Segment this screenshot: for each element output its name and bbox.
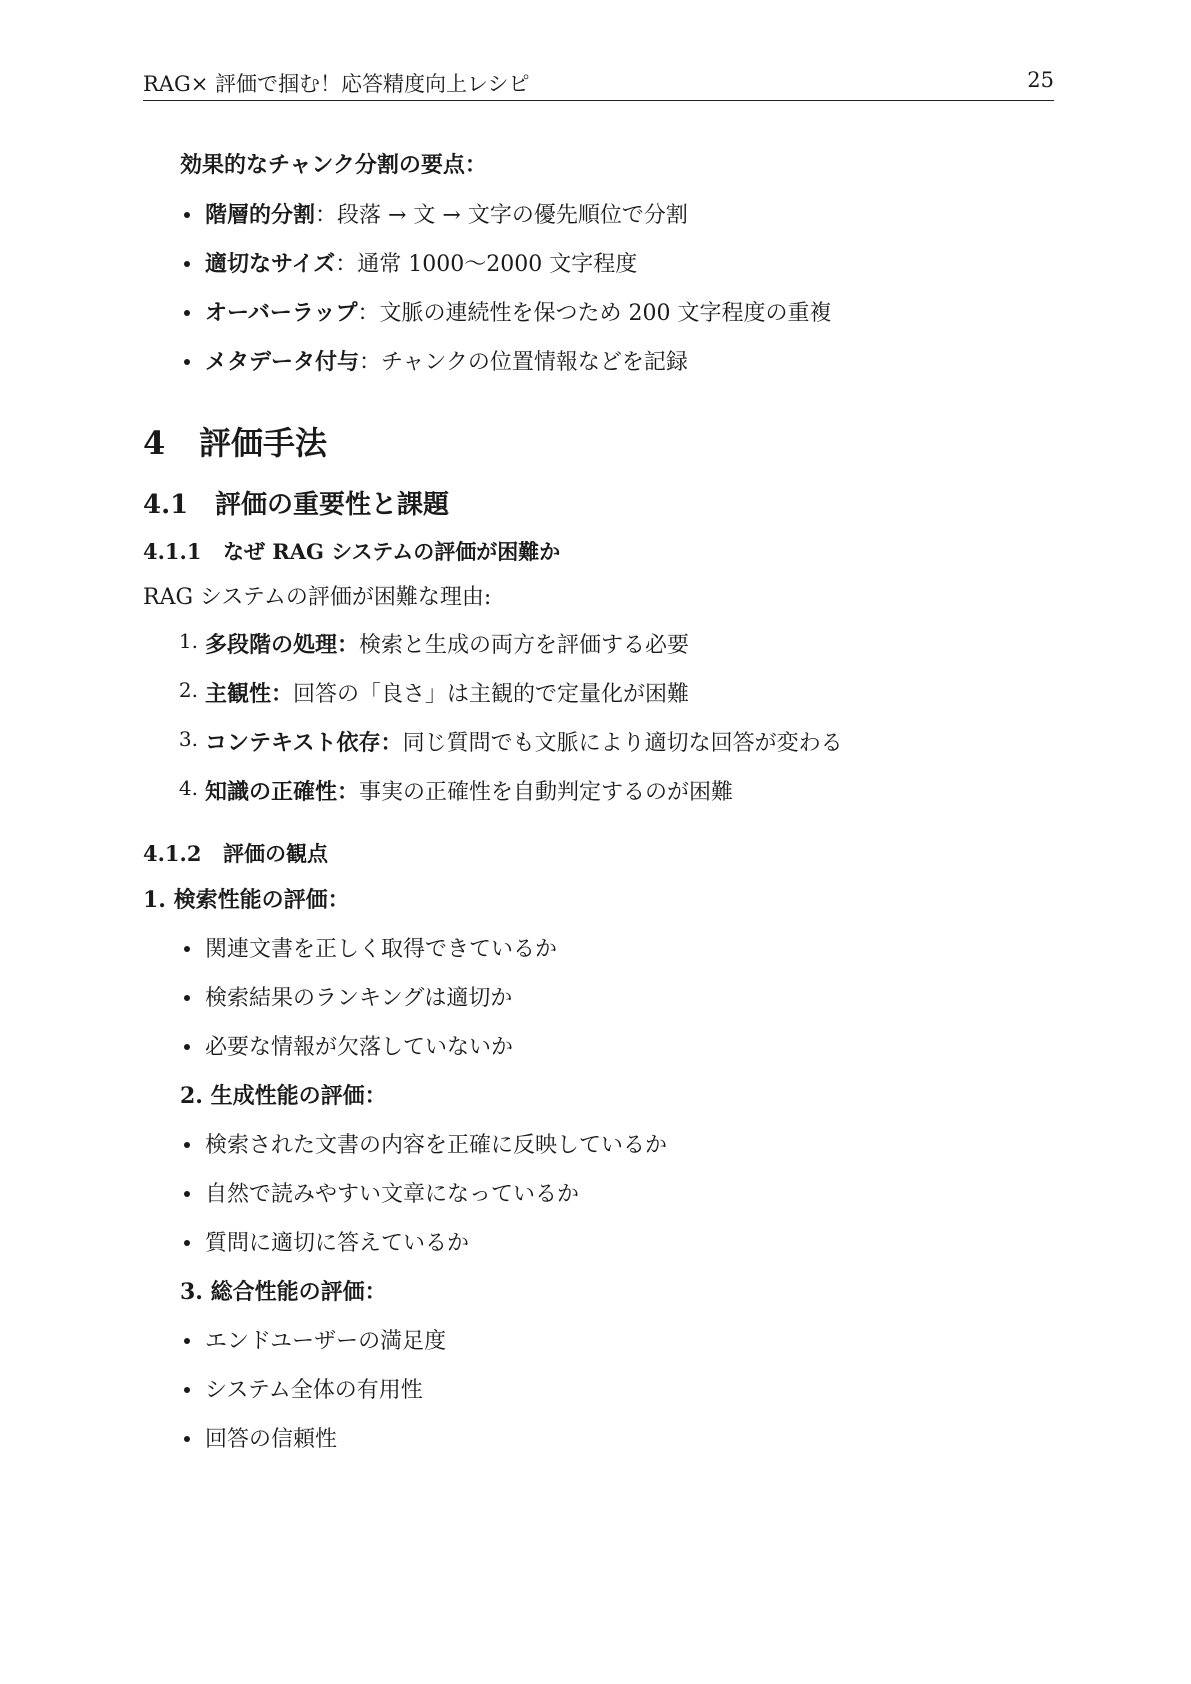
list-item: 自然で読みやすい文章になっているか xyxy=(205,1177,579,1208)
subsection-heading xyxy=(143,484,449,521)
list-item xyxy=(178,726,843,757)
item-desc: ：通常 1000〜2000 文字程度 xyxy=(335,252,638,277)
subsubsection-heading xyxy=(143,536,560,566)
bullet-icon xyxy=(184,1338,190,1344)
list-item xyxy=(178,775,734,806)
item-number: 4. xyxy=(178,776,198,800)
subsubsection-number: 4.1.1 xyxy=(143,539,202,564)
list-item: エンドユーザーの満足度 xyxy=(205,1324,446,1355)
bullet-icon xyxy=(184,946,190,952)
chunk-section-title: 効果的なチャンク分割の要点： xyxy=(180,152,487,178)
bullet-icon xyxy=(184,1191,190,1197)
subsection-number: 4.1 xyxy=(143,490,189,520)
list-item: 必要な情報が欠落していないか xyxy=(205,1030,513,1061)
subsection-title: 評価の重要性と課題 xyxy=(215,490,450,520)
list-item: 検索結果のランキングは適切か xyxy=(205,981,512,1012)
bullet-icon xyxy=(184,995,190,1001)
subsubsection-title: 評価の観点 xyxy=(223,841,328,866)
intro-paragraph: RAG システムの評価が困難な理由: xyxy=(143,585,492,610)
list-item: システム全体の有用性 xyxy=(205,1373,423,1404)
item-desc: ：段落 → 文 → 文字の優先順位で分割 xyxy=(315,203,688,228)
subsubsection-number: 4.1.2 xyxy=(143,841,202,866)
bullet-icon xyxy=(184,261,190,267)
bullet-icon xyxy=(184,310,190,316)
item-desc: ：文脈の連続性を保つため 200 文字程度の重複 xyxy=(357,301,832,326)
item-term: 知識の正確性： xyxy=(205,779,360,805)
group-title: 2. 生成性能の評価： xyxy=(180,1083,387,1109)
item-desc: 同じ質問でも文脈により適切な回答が変わる xyxy=(402,731,843,756)
list-item: 質問に適切に答えているか xyxy=(205,1226,469,1257)
list-item xyxy=(178,628,690,659)
item-number: 3. xyxy=(178,727,198,751)
item-term: 適切なサイズ xyxy=(205,251,336,277)
header-title: RAG× 評価で掴む！応答精度向上レシピ xyxy=(143,72,530,96)
list-item: 回答の信頼性 xyxy=(205,1422,337,1453)
item-desc: 検索と生成の両方を評価する必要 xyxy=(359,633,690,658)
item-term: 主観性： xyxy=(205,681,294,707)
section-number: 4 xyxy=(143,424,166,462)
item-desc: 回答の「良さ」は主観的で定量化が困難 xyxy=(293,682,690,707)
bullet-icon xyxy=(184,1436,190,1442)
list-item xyxy=(205,345,688,376)
group-title: 3. 総合性能の評価： xyxy=(180,1279,387,1305)
section-title: 評価手法 xyxy=(199,424,328,462)
item-desc: 事実の正確性を自動判定するのが困難 xyxy=(359,780,734,805)
item-term: 多段階の処理： xyxy=(205,632,360,658)
bullet-icon xyxy=(184,1142,190,1148)
section-heading xyxy=(143,418,327,464)
list-item xyxy=(205,296,831,327)
bullet-icon xyxy=(184,1240,190,1246)
bullet-icon xyxy=(184,1044,190,1050)
list-item xyxy=(178,677,690,708)
item-number: 1. xyxy=(178,629,198,653)
list-item: 検索された文書の内容を正確に反映しているか xyxy=(205,1128,667,1159)
item-term: コンテキスト依存： xyxy=(205,730,403,756)
group-title: 1. 検索性能の評価： xyxy=(143,887,350,913)
page-number: 25 xyxy=(1027,68,1054,92)
bullet-icon xyxy=(184,359,190,365)
subsubsection-title: なぜ RAG システムの評価が困難か xyxy=(223,539,561,564)
running-header xyxy=(143,64,1054,101)
item-number: 2. xyxy=(178,678,198,702)
item-term: メタデータ付与 xyxy=(205,349,360,375)
bullet-icon xyxy=(184,1387,190,1393)
list-item: 関連文書を正しく取得できているか xyxy=(205,932,557,963)
item-desc: ：チャンクの位置情報などを記録 xyxy=(359,350,688,375)
item-term: オーバーラップ xyxy=(205,300,358,326)
bullet-icon xyxy=(184,212,190,218)
subsubsection-heading xyxy=(143,838,328,868)
list-item xyxy=(205,247,637,278)
list-item xyxy=(205,198,688,229)
item-term: 階層的分割 xyxy=(205,202,316,228)
